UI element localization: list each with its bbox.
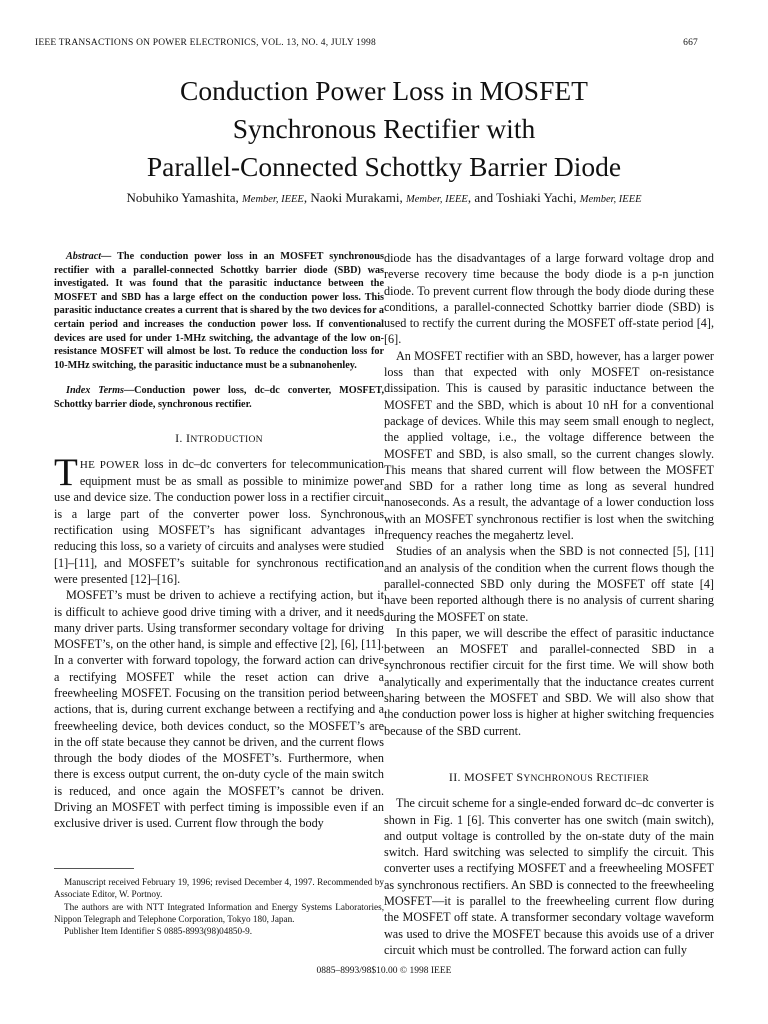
footnotes — [54, 876, 384, 937]
running-header — [35, 38, 698, 48]
footnote-divider — [54, 868, 134, 869]
section-1-heading — [54, 430, 384, 448]
intro-first-word: HE POWER — [79, 458, 140, 471]
page-number: 667 — [683, 38, 698, 48]
author-3-membership: Member, IEEE — [579, 194, 642, 205]
abstract-label: Abstract— — [66, 251, 112, 262]
abstract — [54, 250, 384, 372]
author-2: Naoki Murakami, — [310, 190, 403, 205]
section-2-numeral: II. — [448, 769, 461, 784]
intro-paragraph-2: MOSFET’s must be driven to achieve a rectifying action, but it is difficult to achieve good drive timing with a driver, and it needs many driver parts. Using transformer secondary voltage for driving MOSFET’s, on the other hand, is simple and effective [2], [6], [11]. In a converter with forward topology, the forward action can drive a rectifying MOSFET while the reset action can drive a freewheeling MOSFET. Focusing on the transition period between actions, that is, during current exchange between a rectifying and a freewheeling device, both devices conduct, so the MOSFET’s are in the off state because they cannot be driven, and the current flows through the body diodes of the MOSFET’s. Furthermore, when there is excess output current, the on-duty cycle of the main switch is reduced, and once again the MOSFET’s cannot be driven. Driving an MOSFET with perfect timing is impossible even if an exclusive driver is used. Current flow through the body — [54, 588, 384, 831]
footnote-publisher-id: Publisher Item Identifier S 0885-8993(98)04850-9. — [64, 926, 253, 937]
section-2-title-sc2: ECTIFIER — [604, 772, 650, 784]
author-2-membership: Member, IEEE — [406, 194, 468, 205]
section-2-paragraph-1: The circuit scheme for a single-ended forward dc–dc converter is shown in Fig. 1 [6]. This converter has one switch (main switch), and output voltage is controlled by the on-state duty of the main switch. Hard switching was selected to simplify the circuit. This converter uses a rectifying MOSFET and a freewheeling MOSFET as synchronous rectifiers. An SBD is connected to the freewheeling MOSFET—it is parallel to the freewheeling current flow during the MOSFET off state. A transformer secondary voltage waveform was used to drive the MOSFET because this avoids use of a driver circuit which must be controlled. The forward action can fully — [384, 796, 714, 957]
intro-paragraph-5: In this paper, we will describe the effect of parasitic inductance between an MOSFET and parallel-connected SBD in a synchronous rectifier circuit for the first time. We will show both analytically and experimentally that the inductance creates current sharing between the MOSFET and SBD. We will also show that the conduction power loss is higher at higher switching frequencies because of the SBD current. — [384, 625, 714, 738]
intro-paragraph-4: Studies of an analysis when the SBD is not connected [5], [11] and an analysis of the condition when the current flows though the parallel-connected SBD only during the MOSFET off state [4] have been reported although there is no analysis of current sharing during the MOSFET on state. — [384, 544, 714, 624]
author-1-membership: Member, IEEE — [242, 194, 304, 205]
title-line-1: Conduction Power Loss in MOSFET — [180, 75, 588, 106]
section-1-title-rest: NTRODUCTION — [190, 433, 263, 445]
right-column — [384, 250, 714, 958]
section-1-title-initial: I — [186, 430, 191, 445]
section-2-heading — [384, 769, 714, 787]
drop-cap: T — [54, 450, 78, 494]
journal-name: IEEE TRANSACTIONS ON POWER ELECTRONICS, VOL. 13, NO. 4, JULY 1998 — [35, 38, 376, 48]
index-terms-label: Index Terms — [66, 385, 124, 397]
abstract-text: The conduction power loss in an MOSFET synchronous rectifier with a parallel-connected Schottky barrier diode (SBD) was investigated. It was found that the parasitic inductance between the MOSFET and SBD has a large effect on the conduction power loss. This parasitic inductance creates a current that is shared by the two devices for a certain period and increases the conduction power loss. If conventional devices are used for under 1-MHz switching, the advantage of the low on-resistance MOSFET will almost be lost. To reduce the conduction loss for 10-MHz switching, the parasitic inductance must be a subnanohenley. — [54, 251, 384, 371]
title-line-2: Synchronous Rectifier with — [232, 113, 536, 144]
left-column — [54, 250, 384, 832]
intro-paragraph-3: An MOSFET rectifier with an SBD, however, has a larger power loss than that expected with only MOSFET on-resistance dissipation. This is caused by parasitic inductance between the MOSFET and the SBD, which is about 10 nH for a conventional package of devices. While this may seem small enough to neglect, the applied voltage, i.e., the voltage difference between the MOSFET and SBD, is also small, so the current changes slowly. This means that shared current will flow between the MOSFET and SBD for a rather long time as long as several hundred nanoseconds. As a result, the advantage of a lower conduction loss with an MOSFET synchronous rectifier is lost when the switching frequency reaches the megahertz level. — [384, 348, 714, 543]
index-terms — [54, 384, 384, 411]
section-2-title-sc1: YNCHRONOUS — [523, 772, 593, 784]
copyright-footer: 0885–8993/98$10.00 © 1998 IEEE — [316, 966, 452, 976]
title-line-3: Parallel-Connected Schottky Barrier Diode — [146, 151, 622, 182]
index-terms-text: —Conduction power loss, dc–dc converter, MOSFET, Schottky barrier diode, synchronous rectifier. — [54, 385, 384, 410]
paper-title — [40, 72, 728, 186]
intro-paragraph-1 — [54, 450, 384, 587]
intro-paragraph-2-continued: diode has the disadvantages of a large forward voltage drop and reverse recovery time because the body diode is a p-n junction diode. To prevent current flow through the body diode during these conditions, a parallel-connected Schottky barrier diode (SBD) is used to rectify the current during the MOSFET off-state period [4], [6]. — [384, 251, 714, 347]
section-2-title-pre: MOSFET S — [464, 769, 524, 784]
footnote-manuscript: Manuscript received February 19, 1996; revised December 4, 1997. Recommended by Associate Editor, W. Portnoy. — [54, 877, 384, 900]
footnote-affiliation: The authors are with NTT Integrated Information and Energy Systems Laboratories, Nippon Telegraph and Telephone Corporation, Tokyo 180, Japan. — [54, 901, 384, 924]
intro-paragraph-1-text: loss in dc–dc converters for telecommunication equipment must be as small as possible to minimize power use and device size. The conduction power loss in a rectifier circuit is a large part of the converter power loss. Synchronous rectification using MOSFET’s has significant advantages in reducing this loss, so a variety of circuits and analyses were studied [1]–[11], and MOSFET’s suitable for synchronous rectification were presented [12]–[16]. — [54, 456, 384, 586]
author-3: and Toshiaki Yachi, — [474, 190, 577, 205]
author-1: Nobuhiko Yamashita, — [126, 190, 239, 205]
section-2-title-mid: R — [592, 769, 605, 784]
section-1-numeral: I. — [175, 430, 183, 445]
author-list: Nobuhiko Yamashita, Member, IEEE, Naoki Murakami, Member, IEEE, and Toshiaki Yachi, Member, IEEE — [126, 190, 642, 205]
